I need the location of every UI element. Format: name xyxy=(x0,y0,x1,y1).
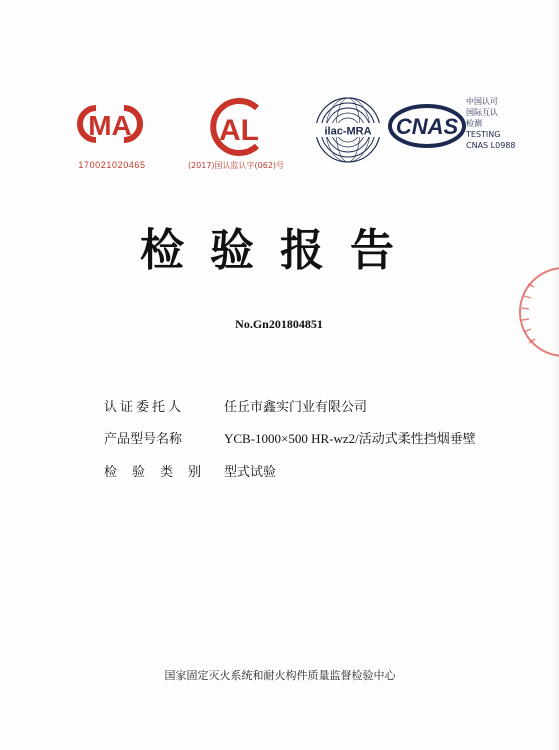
cma-number: 170021020465 xyxy=(78,160,146,170)
cnas-line: CNAS L0988 xyxy=(466,141,516,150)
cal-caption: (2017)国认监认字(062)号 xyxy=(187,161,285,170)
cnas-line: 中国认可 xyxy=(466,97,498,106)
issuing-organization: 国家固定灭火系统和耐火构件质量监督检验中心 xyxy=(164,669,396,682)
cnas-line: TESTING xyxy=(466,130,501,139)
field-value: 型式试验 xyxy=(224,465,277,480)
report-number: No.Gn201804851 xyxy=(235,317,323,331)
cnas-accreditation-text xyxy=(466,96,536,151)
field-value: YCB-1000×500 HR-wz2/活动式柔性挡烟垂壁 xyxy=(224,431,476,446)
report-title: 检验报告 xyxy=(140,225,420,276)
field-label: 检验类别 xyxy=(104,465,217,480)
cnas-line: 国际互认 xyxy=(466,108,498,117)
cal-logo xyxy=(199,96,275,158)
cma-logo xyxy=(70,104,150,144)
cnas-line: 检测 xyxy=(466,119,482,128)
cnas-logo xyxy=(388,103,466,149)
cma-logo-text: MA xyxy=(88,110,132,141)
scan-edge xyxy=(551,0,559,750)
ilac-mra-text: ilac-MRA xyxy=(324,125,372,138)
field-value: 任丘市鑫实门业有限公司 xyxy=(224,400,368,415)
field-label: 认证委托人 xyxy=(104,400,185,415)
ilac-mra-logo xyxy=(310,95,386,165)
cnas-logo-text: CNAS xyxy=(395,114,459,139)
cal-logo-text: AL xyxy=(219,114,259,147)
field-label: 产品型号名称 xyxy=(104,432,183,447)
